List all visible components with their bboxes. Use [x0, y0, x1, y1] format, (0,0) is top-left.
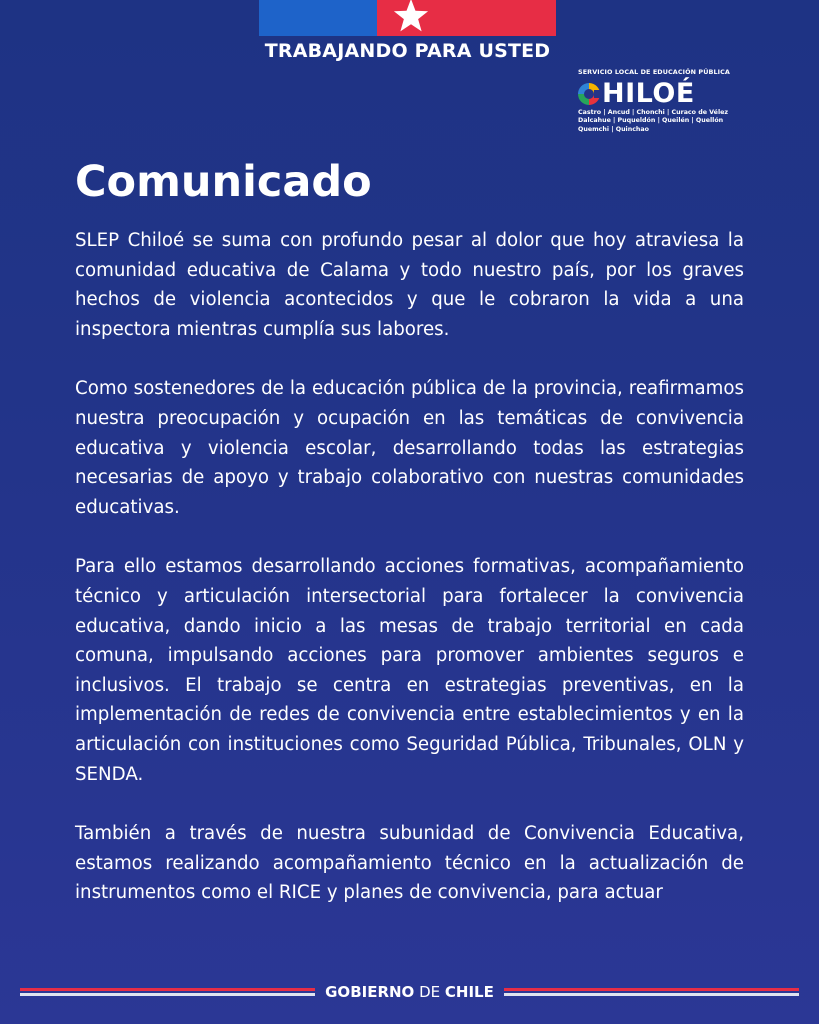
- body-paragraph: Como sostenedores de la educación pública de la provincia, reafirmamos nuestra preocupación y ocupación en las temáticas de convivencia educativa y violencia escolar, desarrollando todas las estrategias necesarias de apoyo y trabajo colaborativo con nuestras comunidades educativas.: [75, 378, 744, 518]
- footer-rule: [20, 988, 315, 991]
- footer: [0, 982, 819, 1004]
- star-icon: [392, 0, 430, 35]
- footer-rule: [504, 988, 799, 991]
- footer-gobierno: GOBIERNO: [325, 983, 415, 1001]
- gobierno-de-chile-logo: [315, 982, 504, 1002]
- body-paragraph: Para ello estamos desarrollando acciones formativas, acompañamiento técnico y articulación intersectorial para fortalecer la convivencia educativa, dando inicio a las mesas de trabajo territorial en cada comuna, impulsando acciones para promover ambientes seguros e inclusivos. El trabajo se centra en estrategias preventivas, en la implementación de redes de convivencia entre establecimientos y en la articulación con instituciones como Seguridad Pública, Tribunales, OLN y SENDA.: [75, 556, 744, 785]
- brand-comunas-line: Dalcahue | Puqueldón | Queilén | Quellón: [578, 117, 724, 125]
- footer-chile: CHILE: [444, 983, 494, 1001]
- footer-de: DE: [419, 983, 441, 1001]
- flag-band: [259, 0, 556, 36]
- body-paragraph: También a través de nuestra subunidad de Convivencia Educativa, estamos realizando acompañamiento técnico en la actualización de instrumentos como el RICE y planes de convivencia, para actuar: [75, 823, 744, 904]
- brand-comunas-line: Castro | Ancud | Chonchi | Curaco de Vélez: [578, 109, 729, 116]
- brand-ring-icon: [578, 83, 600, 105]
- brand-comunas: [578, 109, 758, 134]
- document-title: Comunicado: [75, 157, 372, 207]
- document-body: [75, 226, 744, 938]
- brand-service-label: SERVICIO LOCAL DE EDUCACIÓN PÚBLICA: [578, 68, 730, 76]
- brand-name: HILOÉ: [602, 78, 695, 109]
- body-paragraph: SLEP Chiloé se suma con profundo pesar al dolor que hoy atraviesa la comunidad educativa de Calama y todo nuestro país, por los graves hechos de violencia acontecidos y que le cobraron la vida a una inspectora mientras cumplía sus labores.: [75, 230, 744, 340]
- flag-blue-field: [259, 0, 377, 36]
- brand-comunas-line: Quemchi | Quinchao: [578, 125, 649, 133]
- header-tagline: TRABAJANDO PARA USTED: [264, 40, 551, 62]
- footer-rule: [20, 993, 315, 996]
- slep-chiloe-logo: [578, 68, 758, 134]
- footer-rule: [504, 993, 799, 996]
- brand-logo-row: [578, 80, 758, 108]
